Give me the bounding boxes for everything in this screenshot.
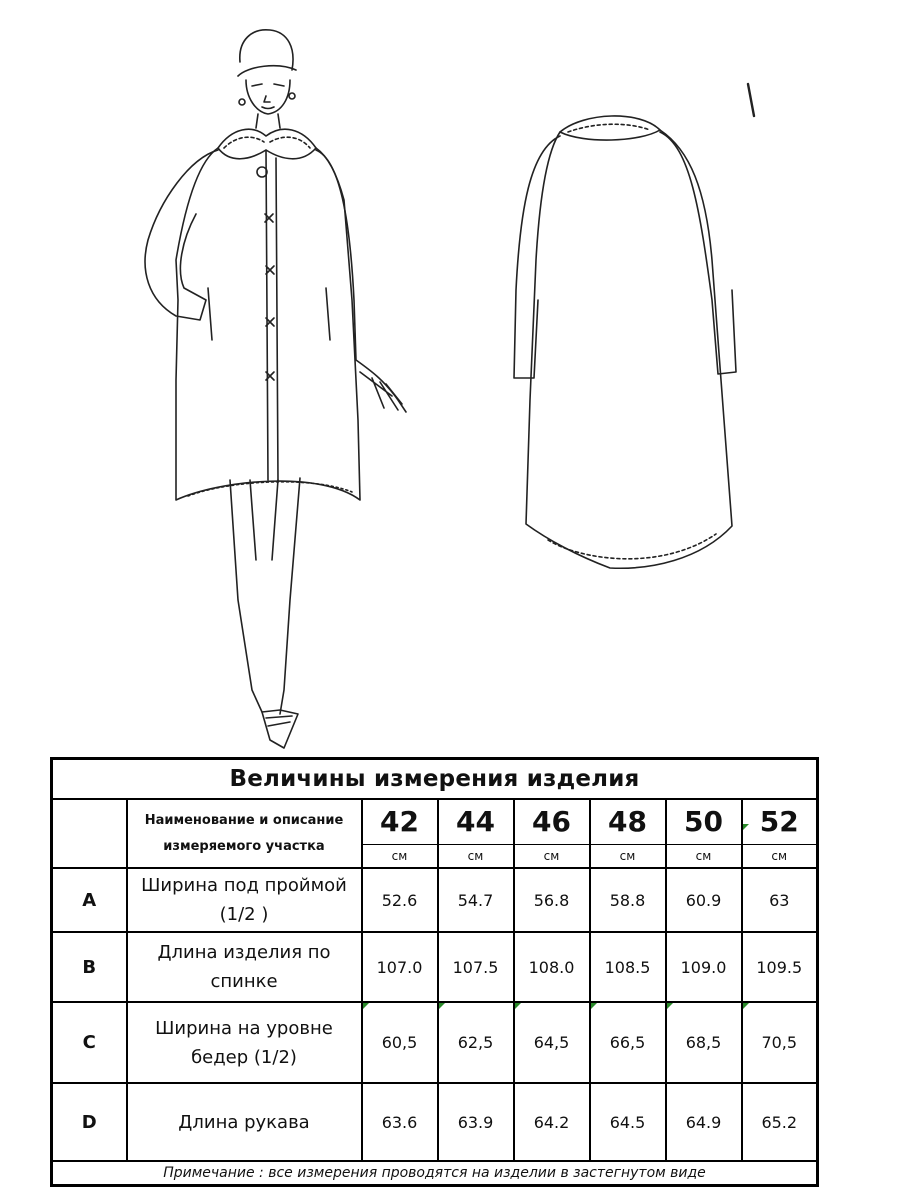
value-cell: 108.0 bbox=[514, 932, 590, 1002]
cell-marker bbox=[515, 1003, 521, 1009]
row-description: Длина изделия по спинке bbox=[127, 932, 362, 1002]
value-cell: 60,5 bbox=[362, 1002, 438, 1083]
row-code: C bbox=[52, 1002, 127, 1083]
size-header-44: 44 см bbox=[438, 799, 514, 868]
value-cell: 65.2 bbox=[742, 1083, 818, 1161]
value-cell: 64.9 bbox=[666, 1083, 742, 1161]
unit-label: см bbox=[515, 844, 589, 867]
cell-marker bbox=[439, 1003, 445, 1009]
size-header-52: 52 см bbox=[742, 799, 818, 868]
value-cell: 54.7 bbox=[438, 868, 514, 932]
value-cell: 62,5 bbox=[438, 1002, 514, 1083]
size-header-48: 48 см bbox=[590, 799, 666, 868]
value-cell: 109.5 bbox=[742, 932, 818, 1002]
size-header-50: 50 см bbox=[666, 799, 742, 868]
value-cell: 58.8 bbox=[590, 868, 666, 932]
value-cell: 107.5 bbox=[438, 932, 514, 1002]
value-cell: 63.6 bbox=[362, 1083, 438, 1161]
value-cell: 63.9 bbox=[438, 1083, 514, 1161]
value-cell: 109.0 bbox=[666, 932, 742, 1002]
cell-marker bbox=[743, 1003, 749, 1009]
table-row bbox=[52, 1083, 818, 1161]
value-cell: 56.8 bbox=[514, 868, 590, 932]
row-code: B bbox=[52, 932, 127, 1002]
row-description: Длина рукава bbox=[127, 1083, 362, 1161]
row-description: Ширина на уровне бедер (1/2) bbox=[127, 1002, 362, 1083]
unit-label: см bbox=[667, 844, 741, 867]
cell-marker bbox=[591, 1003, 597, 1009]
front-view-sketch bbox=[145, 30, 406, 748]
size-header-42: 42 см bbox=[362, 799, 438, 868]
unit-label: см bbox=[591, 844, 665, 867]
value-cell: 68,5 bbox=[666, 1002, 742, 1083]
value-cell: 52.6 bbox=[362, 868, 438, 932]
row-code: A bbox=[52, 868, 127, 932]
value-cell: 70,5 bbox=[742, 1002, 818, 1083]
value-cell: 64,5 bbox=[514, 1002, 590, 1083]
unit-label: см bbox=[363, 844, 437, 867]
measurements-table bbox=[50, 757, 819, 1187]
code-header-cell bbox=[52, 799, 127, 868]
back-view-sketch bbox=[514, 84, 754, 568]
value-cell: 66,5 bbox=[590, 1002, 666, 1083]
value-cell: 108.5 bbox=[590, 932, 666, 1002]
unit-label: см bbox=[743, 844, 817, 867]
table-row bbox=[52, 932, 818, 1002]
value-cell: 64.2 bbox=[514, 1083, 590, 1161]
row-description: Ширина под проймой (1/2 ) bbox=[127, 868, 362, 932]
table-note: Примечание : все измерения проводятся на изделии в застегнутом виде bbox=[52, 1161, 818, 1186]
value-cell: 63 bbox=[742, 868, 818, 932]
row-code: D bbox=[52, 1083, 127, 1161]
cell-marker bbox=[743, 824, 749, 830]
unit-label: см bbox=[439, 844, 513, 867]
table-title: Величины измерения изделия bbox=[52, 759, 818, 800]
description-header-line1: Наименование и описание bbox=[144, 812, 344, 828]
cell-marker bbox=[667, 1003, 673, 1009]
value-cell: 64.5 bbox=[590, 1083, 666, 1161]
header-row bbox=[52, 799, 818, 868]
description-header-line2: измеряемого участка bbox=[163, 838, 325, 854]
table-row bbox=[52, 868, 818, 932]
table-row bbox=[52, 1002, 818, 1083]
value-cell: 60.9 bbox=[666, 868, 742, 932]
cell-marker bbox=[363, 1003, 369, 1009]
size-header-46: 46 см bbox=[514, 799, 590, 868]
description-header bbox=[127, 799, 362, 868]
value-cell: 107.0 bbox=[362, 932, 438, 1002]
